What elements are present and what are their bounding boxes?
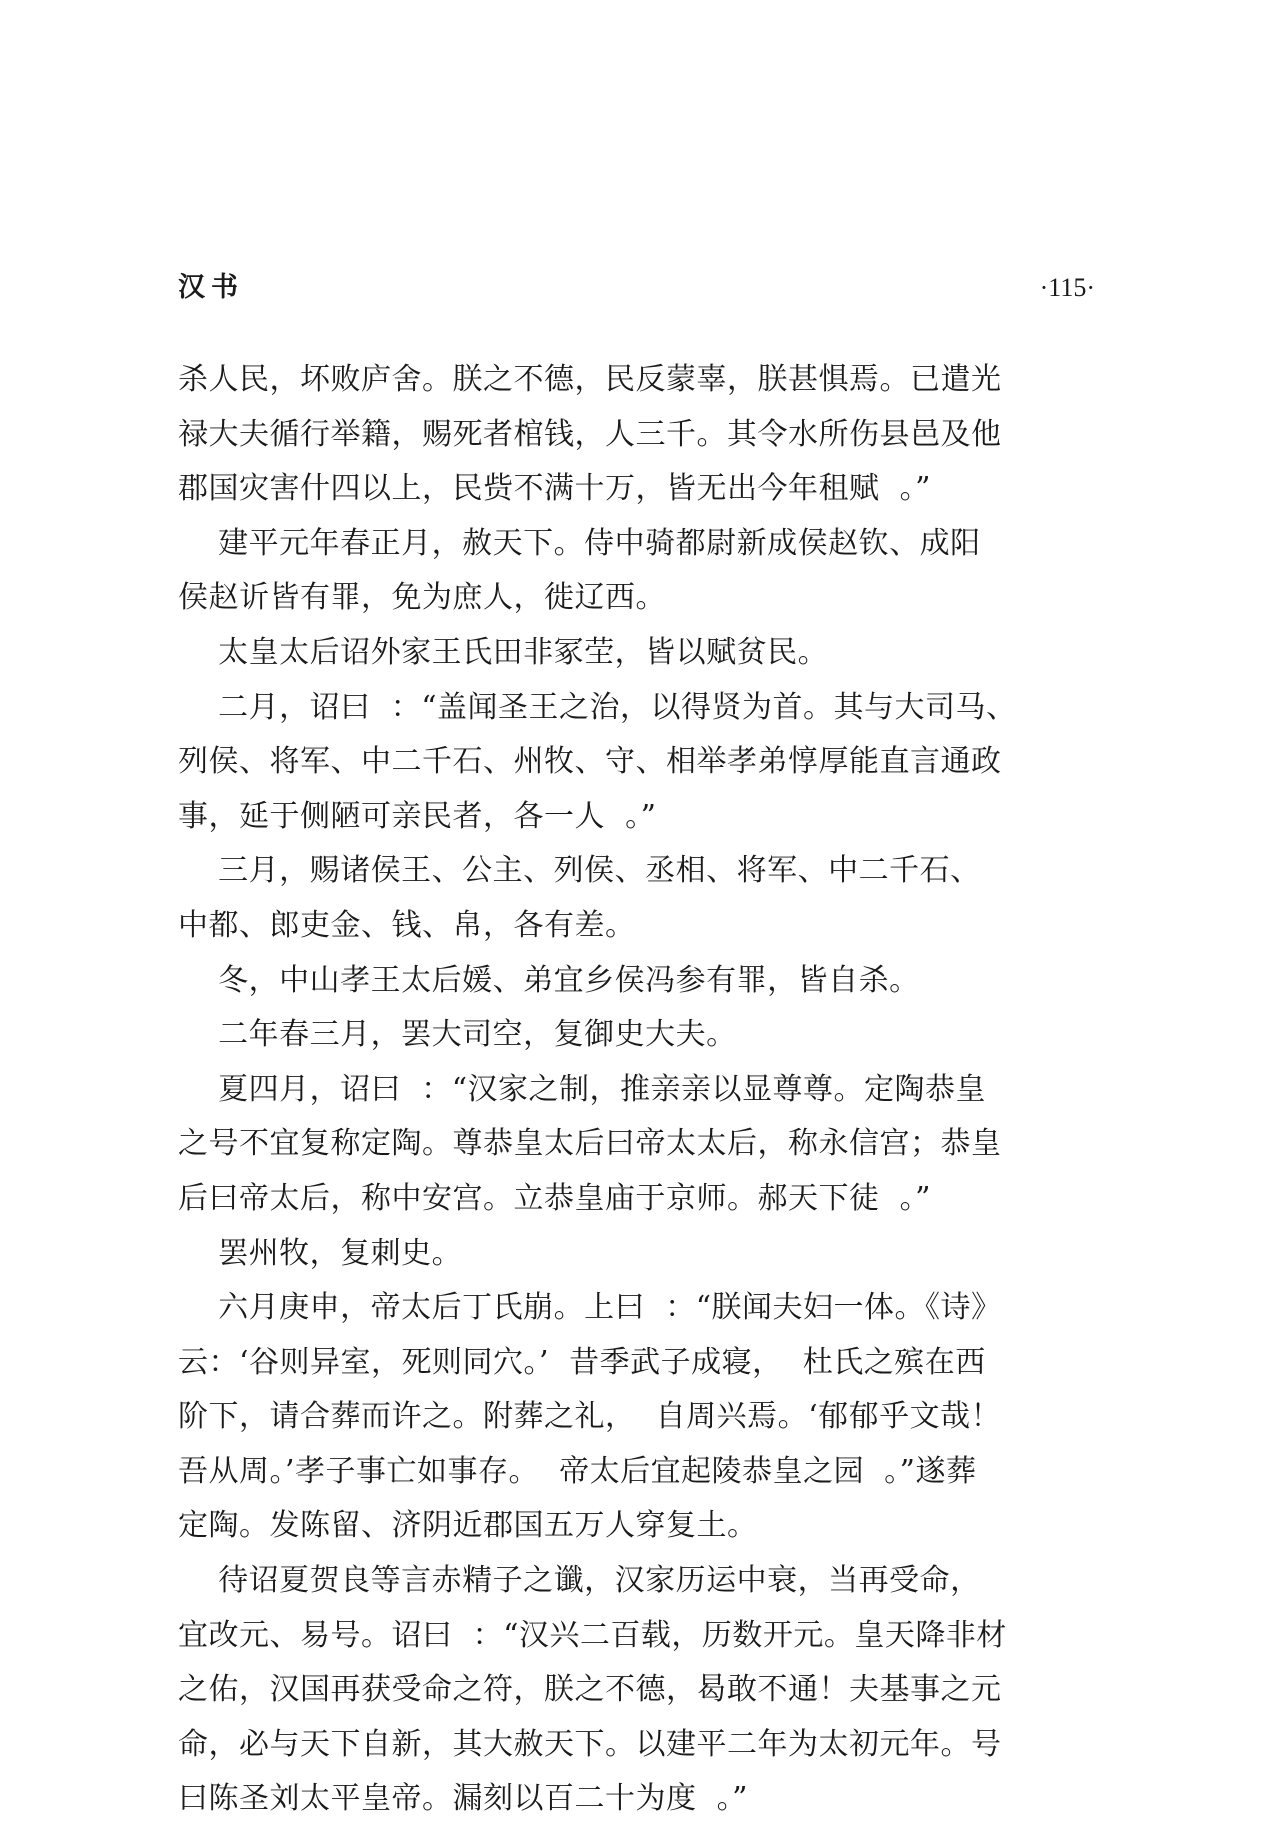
text-line: 待诏夏贺良等言赤精子之谶，汉家历运中衰，当再受命，: [178, 1563, 981, 1599]
text-line: 二月，诏曰 ：“盖闻圣王之治，以得贤为首。其与大司马、: [178, 689, 1017, 725]
page-number: ·115·: [1039, 273, 1095, 302]
text-line: 宜改元、易号。诏曰 ：“汉兴二百载，历数开元。皇天降非材: [178, 1617, 1007, 1653]
text-line: 二年春三月，罢大司空，复御史大夫。: [178, 1017, 737, 1053]
text-line: 郡国灾害什四以上，民赀不满十万，皆无出今年租赋 。”: [178, 471, 931, 507]
text-line: 曰陈圣刘太平皇帝。漏刻以百二十为度 。”: [178, 1781, 748, 1817]
text-line: 事，延于侧陋可亲民者，各一人 。”: [178, 798, 657, 834]
text-line: 禄大夫循行举籍，赐死者棺钱，人三千。其令水所伤县邑及他: [178, 416, 1002, 452]
text-line: 命，必与天下自新，其大赦天下。以建平二年为太初元年。号: [178, 1726, 1002, 1762]
text-line: 夏四月，诏曰 ：“汉家之制，推亲亲以显尊尊。定陶恭皇: [178, 1071, 987, 1107]
text-line: 定陶。发陈留、济阴近郡国五万人穿复土。: [178, 1508, 758, 1544]
text-line: 中都、郎吏金、钱、帛，各有差。: [178, 907, 636, 943]
text-line: 列侯、将军、中二千石、州牧、守、相举孝弟惇厚能直言通政: [178, 744, 1002, 780]
text-line: 六月庚申，帝太后丁氏崩。上曰 ：“朕闻夫妇一体。《诗》: [178, 1290, 1002, 1326]
text-line: 后曰帝太后，称中安宫。立恭皇庙于京师。郝天下徒 。”: [178, 1180, 931, 1216]
text-line: 太皇太后诏外家王氏田非冢茔，皆以赋贫民。: [178, 634, 829, 670]
text-line: 云：‘谷则异室，死则同穴。’ 昔季武子成寝， 杜氏之殡在西: [178, 1344, 986, 1380]
text-line: 之号不宜复称定陶。尊恭皇太后曰帝太太后，称永信宫；恭皇: [178, 1126, 1002, 1162]
text-line: 冬，中山孝王太后媛、弟宜乡侯冯参有罪，皆自杀。: [178, 962, 920, 998]
running-header-book-title: 汉书: [178, 272, 244, 303]
text-line: 建平元年春正月，赦天下。侍中骑都尉新成侯赵钦、成阳: [178, 525, 981, 561]
text-line: 之佑，汉国再获受命之符，朕之不德，曷敢不通！夫基事之元: [178, 1672, 1002, 1708]
text-line: 三月，赐诸侯王、公主、列侯、丞相、将军、中二千石、: [178, 853, 981, 889]
text-line: 罢州牧，复刺史。: [178, 1235, 463, 1271]
body-text: [178, 356, 1078, 1830]
text-line: 侯赵䜣皆有罪，免为庶人，徙辽西。: [178, 580, 666, 616]
text-line: 杀人民，坏败庐舍。朕之不德，民反蒙辜，朕甚惧焉。已遣光: [178, 362, 1002, 397]
text-line: 阶下，请合葬而许之。附葬之礼， 自周兴焉。‘郁郁乎文哉！: [178, 1399, 1002, 1435]
text-line: 吾从周。’孝子事亡如事存。 帝太后宜起陵恭皇之园 。”遂葬: [178, 1453, 977, 1489]
